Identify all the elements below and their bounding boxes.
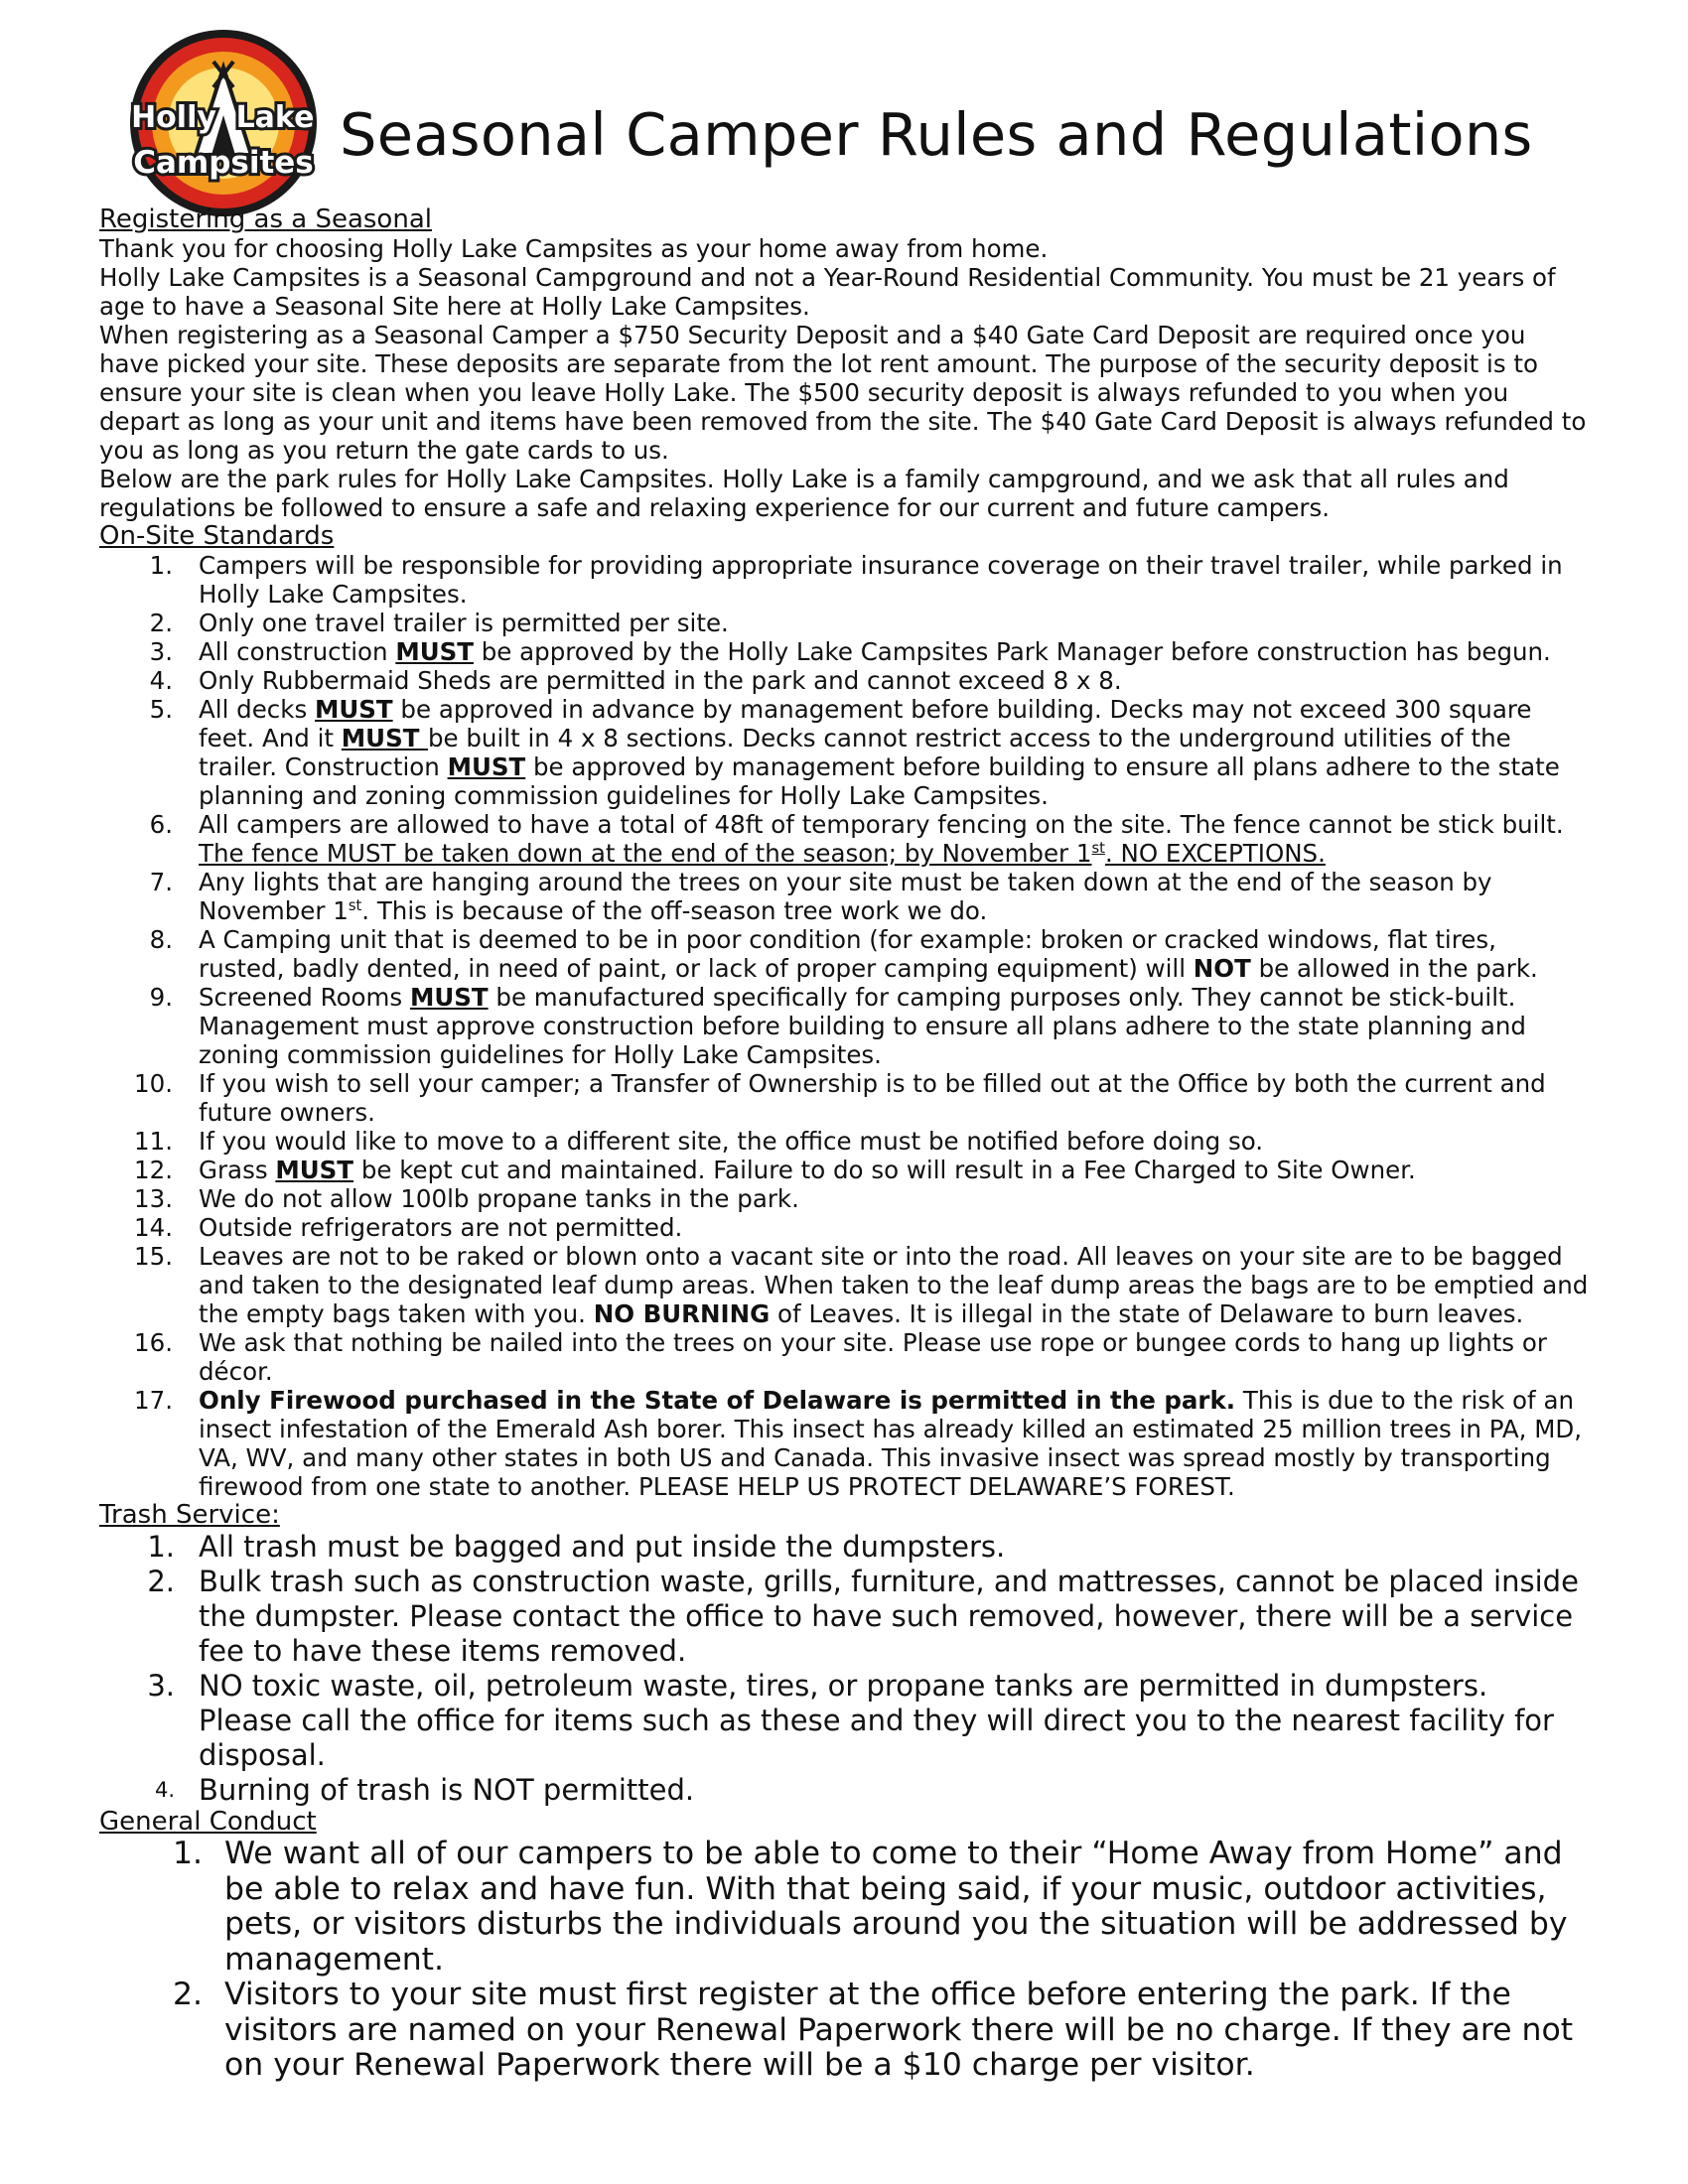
section-trash-service (99, 1501, 1589, 1808)
item-text: Outside refrigerators are not permitted. (199, 1213, 683, 1242)
item-number: 5. (149, 695, 173, 724)
item-text: Burning of trash is NOT permitted. (199, 1773, 695, 1807)
item-number: 7. (149, 868, 173, 896)
item-text: We do not allow 100lb propane tanks in the park. (199, 1184, 799, 1213)
item-text: Visitors to your site must first register at the office before entering the park. If the visitors are named on your Renewal Paperwork there will be no charge. If they are not on your Renewal Paperwork there will be a $10 charge per visitor. (224, 1977, 1574, 2083)
list-item (99, 1127, 1589, 1156)
item-text: All campers are allowed to have a total of 48ft of temporary fencing on the site. The fence cannot be stick built. (199, 810, 1564, 839)
page-title: Seasonal Camper Rules and Regulations (340, 100, 1533, 169)
item-number: 14. (134, 1213, 173, 1242)
item-text: If you wish to sell your camper; a Transfer of Ownership is to be filled out at the Office by both the current and future owners. (199, 1069, 1546, 1127)
item-number: 2. (149, 609, 173, 637)
item-number: 9. (149, 983, 173, 1012)
list-item (99, 1156, 1589, 1184)
item-text: All trash must be bagged and put inside the dumpsters. (199, 1530, 1006, 1564)
list-item (99, 1565, 1589, 1669)
list-item (99, 925, 1589, 983)
item-number: 3. (147, 1669, 175, 1703)
item-text: Leaves are not to be raked or blown onto a vacant site or into the road. All leaves on your site are to be bagged and taken to the designated leaf dump areas. When taken to the leaf dump areas the bags are to be emptied and the empty bags taken with you. (199, 1242, 1589, 1328)
item-number: 4. (154, 1778, 175, 1802)
item-text: We want all of our campers to be able to come to their “Home Away from Home” and be able to relax and have fun. With that being said, if your music, outdoor activities, pets, or visitors disturbs the individuals around you the situation will be addressed by management. (224, 1836, 1568, 1978)
item-text: If you would like to move to a different site, the office must be notified before doing so. (199, 1127, 1264, 1156)
item-text: Only one travel trailer is permitted per site. (199, 609, 729, 637)
item-text: of Leaves. It is illegal in the state of Delaware to burn leaves. (770, 1299, 1524, 1328)
item-text: Bulk trash such as construction waste, grills, furniture, and mattresses, cannot be placed inside the dumpster. Please contact the office to have such removed, however, there will be a service fee to have these items removed. (199, 1565, 1579, 1668)
item-text: Campers will be responsible for providing appropriate insurance coverage on their travel trailer, while parked in Holly Lake Campsites. (199, 551, 1563, 609)
section-onsite-standards (99, 522, 1589, 1501)
item-text: be manufactured specifically for camping purposes only. They cannot be stick-built. Management must approve construction before building to ensure all plans adhere to the state planning and zoning commission guidelines for Holly Lake Campsites. (199, 983, 1526, 1069)
emphasis-must: MUST (275, 1156, 354, 1184)
conduct-rules-list (99, 1837, 1589, 2084)
emphasis-must: MUST (409, 983, 489, 1012)
section-heading-conduct: General Conduct (99, 1807, 317, 1837)
list-item (99, 695, 1589, 810)
item-text: Only Rubbermaid Sheds are permitted in the park and cannot exceed 8 x 8. (199, 666, 1122, 695)
document-body (99, 205, 1589, 2084)
list-item (99, 666, 1589, 695)
list-item (99, 1386, 1589, 1501)
logo-text-lake: Lake (235, 100, 315, 135)
list-item (99, 1978, 1589, 2084)
item-number: 8. (149, 925, 173, 954)
paragraph: When registering as a Seasonal Camper a $750 Security Deposit and a $40 Gate Card Deposit are required once you have picked your site. These deposits are separate from the lot rent amount. The purpose of the security deposit is to ensure your site is clean when you leave Holly Lake. The $500 security deposit is always refunded to you when you depart as long as your unit and items have been removed from the site. The $40 Gate Card Deposit is always refunded to you as long as you return the gate cards to us. (99, 321, 1587, 465)
paragraph: Holly Lake Campsites is a Seasonal Campground and not a Year-Round Residential Community. You must be 21 years of age to have a Seasonal Site here at Holly Lake Campsites. (99, 263, 1556, 321)
list-item (99, 637, 1589, 666)
item-number: 13. (134, 1184, 173, 1213)
list-item (99, 1213, 1589, 1242)
item-text: NO toxic waste, oil, petroleum waste, tires, or propane tanks are permitted in dumpsters. Please call the office for items such as these and they will direct you to the nearest facility for disposal. (199, 1669, 1554, 1772)
item-number: 10. (134, 1069, 173, 1098)
logo-text-holly: Holly (131, 100, 216, 135)
list-item (99, 1328, 1589, 1386)
item-number: 11. (134, 1127, 173, 1156)
list-item (99, 1773, 1589, 1808)
underlined-text: . NO EXCEPTIONS. (1104, 839, 1326, 868)
item-text: This is due to the risk of an insect infestation of the Emerald Ash borer. This insect has already killed an estimated 25 million trees in PA, MD, VA, WV, and many other states in both US and Canada. This invasive insect was spread mostly by transporting firewood from one state to another. PLEASE HELP US PROTECT DELAWARE’S FOREST. (199, 1386, 1583, 1501)
superscript: st (348, 896, 362, 914)
section-heading-trash: Trash Service: (99, 1500, 280, 1530)
section-registering (99, 205, 1589, 522)
item-text: All construction (199, 637, 396, 666)
item-number: 2. (147, 1565, 175, 1598)
logo-text-campsites: Campsites (133, 145, 314, 181)
item-text: be built in 4 x 8 sections. Decks cannot restrict access to the underground utilities of the trailer. Construction (199, 724, 1511, 781)
item-text: be approved in advance by management before building. Decks may not exceed 300 square feet. And it (199, 695, 1532, 752)
list-item (99, 868, 1589, 925)
list-item (99, 810, 1589, 868)
bold-text: NOT (1193, 954, 1251, 983)
item-number: 12. (134, 1156, 173, 1184)
holly-lake-campsites-logo (116, 28, 331, 218)
item-number: 1. (149, 551, 173, 580)
section-heading-onsite: On-Site Standards (99, 521, 335, 551)
item-number: 2. (172, 1977, 203, 2012)
section-heading-registering: Registering as a Seasonal (99, 205, 432, 234)
item-text: Grass (199, 1156, 276, 1184)
section-general-conduct (99, 1808, 1589, 2084)
item-text: . This is because of the off-season tree work we do. (361, 896, 988, 925)
list-item (99, 1837, 1589, 1978)
item-number: 1. (147, 1530, 175, 1564)
list-item (99, 1184, 1589, 1213)
item-number: 4. (149, 666, 173, 695)
emphasis-must: MUST (315, 695, 393, 724)
underlined-text: The fence MUST be taken down at the end of the season; by November 1 (199, 839, 1092, 868)
item-text: All decks (199, 695, 315, 724)
item-number: 15. (134, 1242, 173, 1271)
trash-rules-list (99, 1530, 1589, 1808)
item-number: 1. (172, 1836, 203, 1871)
item-text: Screened Rooms (199, 983, 410, 1012)
item-text: be approved by the Holly Lake Campsites Park Manager before construction has begun. (473, 637, 1551, 666)
item-number: 17. (134, 1386, 173, 1415)
paragraph: Thank you for choosing Holly Lake Campsites as your home away from home. (99, 234, 1049, 263)
emphasis-must: MUST (395, 637, 474, 666)
emphasis-must: MUST (341, 724, 428, 752)
list-item (99, 1069, 1589, 1127)
list-item (99, 1530, 1589, 1565)
bold-text: NO BURNING (593, 1299, 771, 1328)
item-number: 16. (134, 1328, 173, 1357)
item-number: 3. (149, 637, 173, 666)
onsite-rules-list (99, 551, 1589, 1501)
list-item (99, 609, 1589, 637)
bold-text: Only Firewood purchased in the State of Delaware is permitted in the park. (199, 1386, 1236, 1415)
item-text: be approved by management before building to ensure all plans adhere to the state planning and zoning commission guidelines for Holly Lake Campsites. (199, 752, 1560, 810)
item-number: 6. (149, 810, 173, 839)
item-text: be kept cut and maintained. Failure to do so will result in a Fee Charged to Site Owner. (353, 1156, 1416, 1184)
list-item (99, 1242, 1589, 1328)
list-item (99, 1669, 1589, 1773)
item-text: A Camping unit that is deemed to be in poor condition (for example: broken or cracked windows, flat tires, rusted, badly dented, in need of paint, or lack of proper camping equipment) will (199, 925, 1496, 983)
item-text: be allowed in the park. (1250, 954, 1538, 983)
list-item (99, 551, 1589, 609)
list-item (99, 983, 1589, 1069)
emphasis-must: MUST (447, 752, 526, 781)
item-text: Any lights that are hanging around the trees on your site must be taken down at the end of the season by November 1 (199, 868, 1492, 925)
paragraph: Below are the park rules for Holly Lake Campsites. Holly Lake is a family campground, and we ask that all rules and regulations be followed to ensure a safe and relaxing experience for our current and future campers. (99, 465, 1509, 522)
superscript: st (1091, 839, 1105, 857)
item-text: We ask that nothing be nailed into the trees on your site. Please use rope or bungee cords to hang up lights or décor. (199, 1328, 1547, 1386)
